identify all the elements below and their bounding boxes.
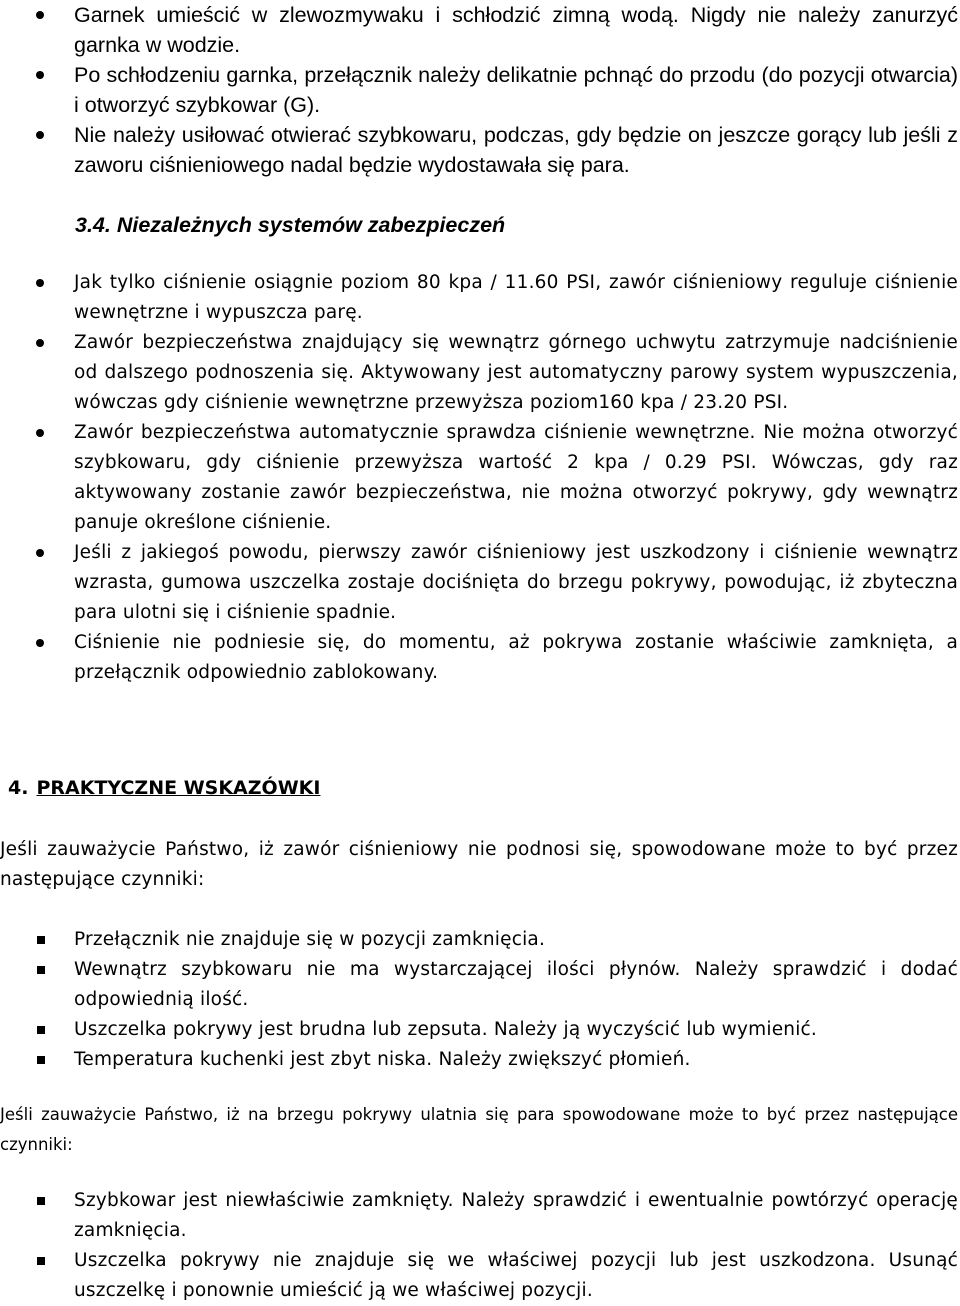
list-item: Po schłodzeniu garnka, przełącznik należy delikatnie pchnąć do przodu (do pozycji otwarcia) i otworzyć szybkowar (G). (0, 60, 958, 120)
list-item: Garnek umieścić w zlewozmywaku i schłodzić zimną wodą. Nigdy nie należy zanurzyć garnka w wodzie. (0, 0, 958, 60)
square-list-causes-valve (0, 925, 958, 1075)
section-heading-4 (0, 773, 320, 803)
list-item: Szybkowar jest niewłaściwie zamknięty. Należy sprawdzić i ewentualnie powtórzyć operację zamknięcia. (0, 1186, 958, 1246)
square-list-causes-leak (0, 1186, 958, 1306)
section-number: 4. (8, 777, 29, 799)
list-item: Jeśli z jakiegoś powodu, pierwszy zawór ciśnieniowy jest uszkodzony i ciśnienie wewnątrz wzrasta, gumowa uszczelka zostaje dociśnięta do brzegu pokrywy, powodując, iż zbyteczna para ulotni się i ciśnienie spadnie. (0, 538, 958, 628)
list-item: Nie należy usiłować otwierać szybkowaru, podczas, gdy będzie on jeszcze gorący lub jeśli z zaworu ciśnieniowego nadal będzie wydostawała się para. (0, 120, 958, 180)
list-item: Jak tylko ciśnienie osiągnie poziom 80 kpa / 11.60 PSI, zawór ciśnieniowy reguluje ciśnienie wewnętrzne i wypuszcza parę. (0, 268, 958, 328)
paragraph-steam-leak: Jeśli zauważycie Państwo, iż na brzegu pokrywy ulatnia się para spowodowane może to być przez następujące czynniki: (0, 1105, 958, 1154)
list-item: Ciśnienie nie podniesie się, do momentu, aż pokrywa zostanie właściwie zamknięta, a przełącznik odpowiednio zablokowany. (0, 628, 958, 688)
paragraph-valve-not-rising: Jeśli zauważycie Państwo, iż zawór ciśnieniowy nie podnosi się, spowodowane może to być przez następujące czynniki: (0, 839, 958, 890)
list-item: Uszczelka pokrywy nie znajduje się we właściwej pozycji lub jest uszkodzona. Usunąć uszczelkę i ponownie umieścić ją we właściwej pozycji. (0, 1246, 958, 1306)
list-item: Zawór bezpieczeństwa znajdujący się wewnątrz górnego uchwytu zatrzymuje nadciśnienie od dalszego podnoszenia się. Aktywowany jest automatyczny parowy system wypuszczenia, wówczas gdy ciśnienie wewnętrzne przewyższa poziom160 kpa / 23.20 PSI. (0, 328, 958, 418)
bullet-list-safety-systems (0, 268, 958, 688)
bullet-list-closing (0, 0, 958, 180)
section-heading-3-4: 3.4. Niezależnych systemów zabezpieczeń (75, 213, 506, 237)
list-item: Zawór bezpieczeństwa automatycznie sprawdza ciśnienie wewnętrzne. Nie można otworzyć szybkowaru, gdy ciśnienie przewyższa wartość 2 kpa / 0.29 PSI. Wówczas, gdy raz aktywowany zostanie zawór bezpieczeństwa, nie można otworzyć pokrywy, gdy wewnątrz panuje określone ciśnienie. (0, 418, 958, 538)
list-item: Przełącznik nie znajduje się w pozycji zamknięcia. (0, 925, 958, 955)
list-item: Uszczelka pokrywy jest brudna lub zepsuta. Należy ją wyczyścić lub wymienić. (0, 1015, 958, 1045)
list-item: Temperatura kuchenki jest zbyt niska. Należy zwiększyć płomień. (0, 1045, 958, 1075)
section-title: PRAKTYCZNE WSKAZÓWKI (36, 777, 321, 799)
list-item: Wewnątrz szybkowaru nie ma wystarczającej ilości płynów. Należy sprawdzić i dodać odpowiednią ilość. (0, 955, 958, 1015)
